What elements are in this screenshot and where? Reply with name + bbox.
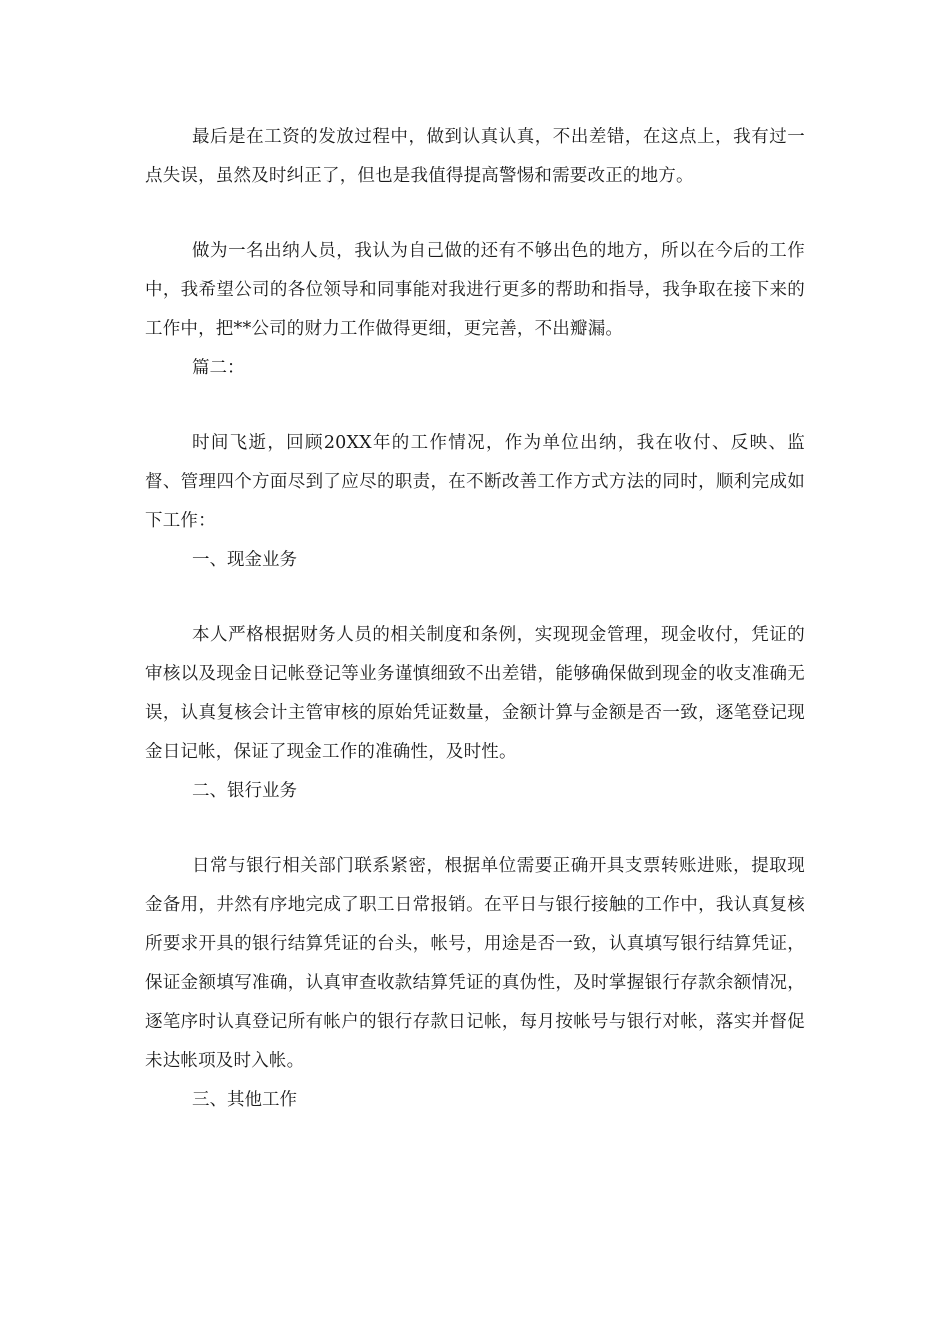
paragraph-cash-business: 本人严格根据财务人员的相关制度和条例，实现现金管理，现金收付，凭证的审核以及现金日记帐登记等业务谨慎细致不出差错，能够确保做到现金的收支准确无误，认真复核会计主管审核的原始凭证数量，金额计算与金额是否一致，逐笔登记现金日记帐，保证了现金工作的准确性，及时性。 [145, 625, 805, 762]
heading-cash-business: 一、现金业务 [192, 550, 297, 570]
document-page [145, 118, 805, 1120]
paragraph-salary: 最后是在工资的发放过程中，做到认真认真，不出差错，在这点上，我有过一点失误，虽然及时纠正了，但也是我值得提高警惕和需要改正的地方。 [145, 127, 805, 186]
heading-other-work: 三、其他工作 [192, 1090, 297, 1110]
section-title-part-two: 篇二： [192, 358, 245, 378]
heading-bank-business: 二、银行业务 [192, 781, 297, 801]
paragraph-cashier-improvement: 做为一名出纳人员，我认为自己做的还有不够出色的地方，所以在今后的工作中，我希望公司的各位领导和同事能对我进行更多的帮助和指导，我争取在接下来的工作中，把**公司的财力工作做得更细，更完善，不出瓣漏。 [145, 241, 805, 339]
paragraph-bank-business: 日常与银行相关部门联系紧密，根据单位需要正确开具支票转账进账，提取现金备用，井然有序地完成了职工日常报销。在平日与银行接触的工作中，我认真复核所要求开具的银行结算凭证的台头，帐号，用途是否一致，认真填写银行结算凭证，保证金额填写准确，认真审查收款结算凭证的真伪性，及时掌握银行存款余额情况，逐笔序时认真登记所有帐户的银行存款日记帐，每月按帐号与银行对帐，落实并督促未达帐项及时入帐。 [145, 856, 805, 1071]
paragraph-year-review: 时间飞逝，回顾20XX年的工作情况，作为单位出纳，我在收付、反映、监督、管理四个方面尽到了应尽的职责，在不断改善工作方式方法的同时，顺利完成如下工作： [145, 433, 805, 531]
